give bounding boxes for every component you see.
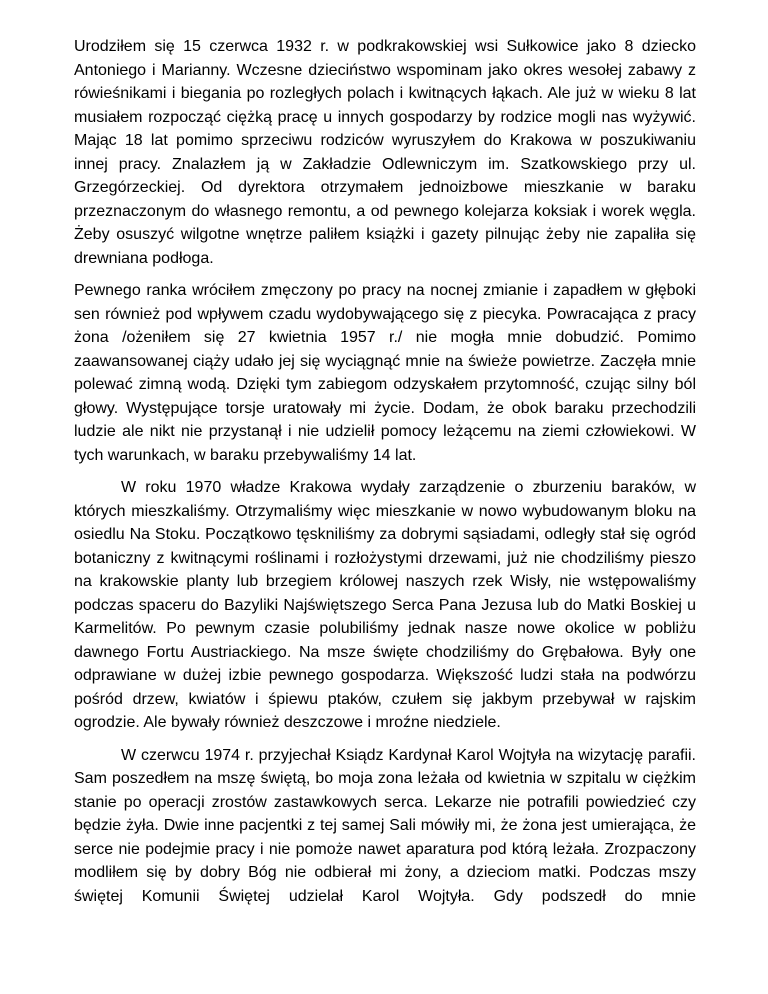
paragraph-carbon-monoxide: Pewnego ranka wróciłem zmęczony po pracy na nocnej zmianie i zapadłem w głęboki sen również pod wpływem czadu wydobywającego się z piecyka. Powracająca z pracy żona /ożeniłem się 27 kwietnia 1957 r./ nie mogła mnie dobudzić. Pomimo zaawansowanej ciąży udało jej się wyciągnąć mnie na świeże powietrze. Zaczęła mnie polewać zimną wodą. Dzięki tym zabiegom odzyskałem przytomność, czując silny ból głowy. Występujące torsje uratowały mi życie. Dodam, że obok baraku przechodzili ludzie ale nikt nie przystanął i nie udzielił pomocy leżącemu na ziemi człowiekowi. W tych warunkach, w baraku przebywaliśmy 14 lat. bbox=[74, 282, 696, 464]
paragraph-cardinal-visit: W czerwcu 1974 r. przyjechał Ksiądz Kardynał Karol Wojtyła na wizytację parafii. Sam poszedłem na mszę świętą, bo moja zona leżała od kwietnia w szpitalu w ciężkim stanie po operacji zrostów zastawkowych serca. Lekarze nie potrafili powiedzieć czy będzie żyła. Dwie inne pacjentki z tej samej Sali mówiły mi, że żona jest umierająca, że serce nie podejmie pracy i nie pomoże nawet aparatura pod którą leżała. Zrozpaczony modliłem się by dobry Bóg nie odbierał mi żony, a dzieciom matki. Podczas mszy świętej Komunii Świętej udzielał Karol Wojtyła. Gdy podszedł do mnie bbox=[74, 746, 696, 905]
paragraph-childhood: Urodziłem się 15 czerwca 1932 r. w podkrakowskiej wsi Sułkowice jako 8 dziecko Antoniego i Marianny. Wczesne dzieciństwo wspominam jako okres wesołej zabawy z rówieśnikami i biegania po rozległych polach i kwitnących łąkach. Ale już w wieku 8 lat musiałem rozpocząć ciężką pracę u innych gospodarzy by rodzice mogli nas wyżywić. Mając 18 lat pomimo sprzeciwu rodziców wyruszyłem do Krakowa w poszukiwaniu innej pracy. Znalazłem ją w Zakładzie Odlewniczym im. Szatkowskiego przy ul. Grzegórzeckiej. Od dyrektora otrzymałem jednoizbowe mieszkanie w baraku przeznaczonym do własnego remontu, a od pewnego kolejarza koksiak i worek węgla. Żeby osuszyć wilgotne wnętrze paliłem książki i gazety pilnując żeby nie zapaliła się drewniana podłoga. bbox=[74, 38, 696, 267]
paragraph-new-apartment: W roku 1970 władze Krakowa wydały zarządzenie o zburzeniu baraków, w których mieszkaliśmy. Otrzymaliśmy więc mieszkanie w nowo wybudowanym bloku na osiedlu Na Stoku. Początkowo tęskniliśmy za dobrymi sąsiadami, odległy stał się ogród botaniczny z kwitnącymi roślinami i rozłożystymi drzewami, już nie chodziliśmy pieszo na krakowskie planty lub brzegiem królowej naszych rzek Wisły, nie wstępowaliśmy podczas spaceru do Bazyliki Najświętszego Serca Pana Jezusa lub do Matki Boskiej u Karmelitów. Po pewnym czasie polubiliśmy jednak nasze nowe okolice w pobliżu dawnego Fortu Austriackiego. Na msze święte chodziliśmy do Grębałowa. Były one odprawiane w dużej izbie pewnego gospodarza. Większość ludzi stała na podwórzu pośród drzew, kwiatów i śpiewu ptaków, czułem się jakbym przebywał w rajskim ogrodzie. Ale bywały również deszczowe i mroźne niedziele. bbox=[74, 479, 696, 731]
document-page bbox=[74, 35, 696, 908]
